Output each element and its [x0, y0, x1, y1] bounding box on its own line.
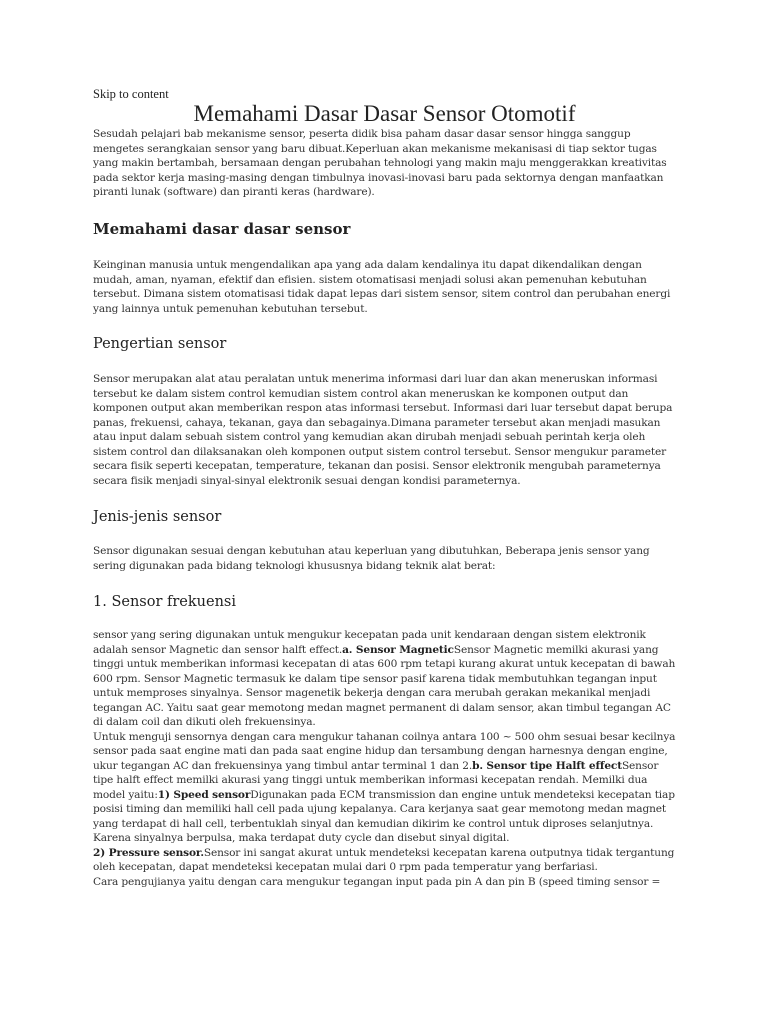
bold-pressure-sensor: 2) Pressure sensor.: [93, 846, 204, 859]
heading-jenis-sensor: Jenis-jenis sensor: [93, 509, 222, 525]
paragraph-pengertian-sensor: Sensor merupakan alat atau peralatan untuk menerima informasi dari luar dan akan meneruskan informasi tersebut ke dalam sistem control kemudian sistem control akan meneruskan ke komponen output dan komponen output akan memberikan respon atas informasi tersebut. Informasi dari luar tersebut dapat berupa panas, frekuensi, cahaya, tekanan, gaya dan sebagainya.Dimana parameter tersebut akan menjadi masukan atau input dalam sebuah sistem control yang kemudian akan dirubah menjadi sebuah perintah kerja oleh sistem control dan dilaksanakan oleh komponen output sistem control tersebut. Sensor mengukur parameter secara fisik seperti kecepatan, temperature, tekanan dan posisi. Sensor elektronik mengubah parameternya secara fisik menjadi sinyal-sinyal elektronik sesuai dengan kondisi parameternya.: [93, 373, 673, 487]
bold-sensor-halft-effect: b. Sensor tipe Halft effect: [472, 759, 622, 772]
paragraph-jenis-sensor: Sensor digunakan sesuai dengan kebutuhan atau keperluan yang dibutuhkan, Beberapa jenis sensor yang sering digunakan pada bidang teknologi khususnya bidang teknik alat berat:: [93, 545, 650, 572]
skip-to-content-link[interactable]: Skip to content: [93, 87, 169, 101]
text-run: Digunakan pada ECM transmission dan engine untuk mendeteksi kecepatan tiap posisi timing dan memiliki hall cell pada ujung kepalanya. Cara kerjanya saat gear memotong medan magnet yang terdapat di hall cell, terbentuklah sinyal dan kemudian dikirim ke control untuk diproses selanjutnya. Karena sinyalnya berpulsa, maka terdapat duty cycle dan disebut sinyal digital.: [93, 788, 675, 844]
heading-memahami-dasar: Memahami dasar dasar sensor: [93, 220, 351, 238]
intro-paragraph: Sesudah pelajari bab mekanisme sensor, peserta didik bisa paham dasar dasar sensor hingga sanggup mengetes serangkaian sensor yang baru dibuat.Keperluan akan mekanisme mekanisasi di tiap sektor tugas yang makin bertambah, bersamaan dengan perubahan tehnologi yang makin maju menggerakkan kreativitas pada sektor kerja masing-masing dengan timbulnya inovasi-inovasi baru pada sektornya dengan manfaatkan piranti lunak (software) dan piranti keras (hardware).: [93, 128, 667, 198]
heading-sensor-frekuensi: 1. Sensor frekuensi: [93, 594, 237, 610]
bold-sensor-magnetic: a. Sensor Magnetic: [342, 643, 454, 656]
page-title: Memahami Dasar Dasar Sensor Otomotif: [193, 101, 576, 126]
text-run: Untuk menguji sensornya dengan cara mengukur tahanan coilnya antara 100 ~ 500 ohm sesuai besar kecilnya sensor pada saat engine mati dan pada saat engine hidup dan tersambung dengan harnesnya dengan engine, ukur tegangan AC dan frekuensinya yang timbul antar terminal 1 dan 2.: [93, 730, 676, 772]
text-run: sensor yang sering digunakan untuk mengukur kecepatan pada unit kendaraan dengan sistem elektronik adalah sensor Magnetic dan sensor halft effect.: [93, 629, 646, 656]
text-run: Sensor ini sangat akurat untuk mendeteksi kecepatan karena outputnya tidak tergantung oleh kecepatan, dapat mendeteksi kecepatan mulai dari 0 rpm pada temperatur yang berfariasi.: [93, 846, 675, 873]
heading-pengertian-sensor: Pengertian sensor: [93, 336, 227, 352]
text-run: Sensor tipe halft effect memilki akurasi yang tinggi untuk memberikan informasi kecepatan rendah. Memilki dua model yaitu:: [93, 759, 659, 801]
paragraph-sensor-frekuensi: [93, 628, 680, 889]
bold-speed-sensor: 1) Speed sensor: [157, 788, 251, 801]
paragraph-memahami-dasar: Keinginan manusia untuk mengendalikan apa yang ada dalam kendalinya itu dapat dikendalikan dengan mudah, aman, nyaman, efektif dan efisien. sistem otomatisasi menjadi solusi akan pemenuhan kebutuhan tersebut. Dimana sistem otomatisasi tidak dapat lepas dari sistem sensor, sitem control dan perubahan energi yang lainnya untuk pemenuhan kebutuhan tersebut.: [93, 259, 671, 315]
text-run: Sensor Magnetic memilki akurasi yang tinggi untuk memberikan informasi kecepatan di atas 600 rpm tetapi kurang akurat untuk kecepatan di bawah 600 rpm. Sensor Magnetic termasuk ke dalam tipe sensor pasif karena tidak membutuhkan tegangan input untuk memproses sinyalnya. Sensor magenetik bekerja dengan cara merubah gerakan mekanikal menjadi tegangan AC. Yaitu saat gear memotong medan magnet permanent di dalam sensor, akan timbul tegangan AC di dalam coil dan dikuti oleh frekuensinya.: [93, 643, 676, 728]
text-run: Cara pengujianya yaitu dengan cara mengukur tegangan input pada pin A dan pin B (speed timing sensor =: [93, 875, 661, 888]
